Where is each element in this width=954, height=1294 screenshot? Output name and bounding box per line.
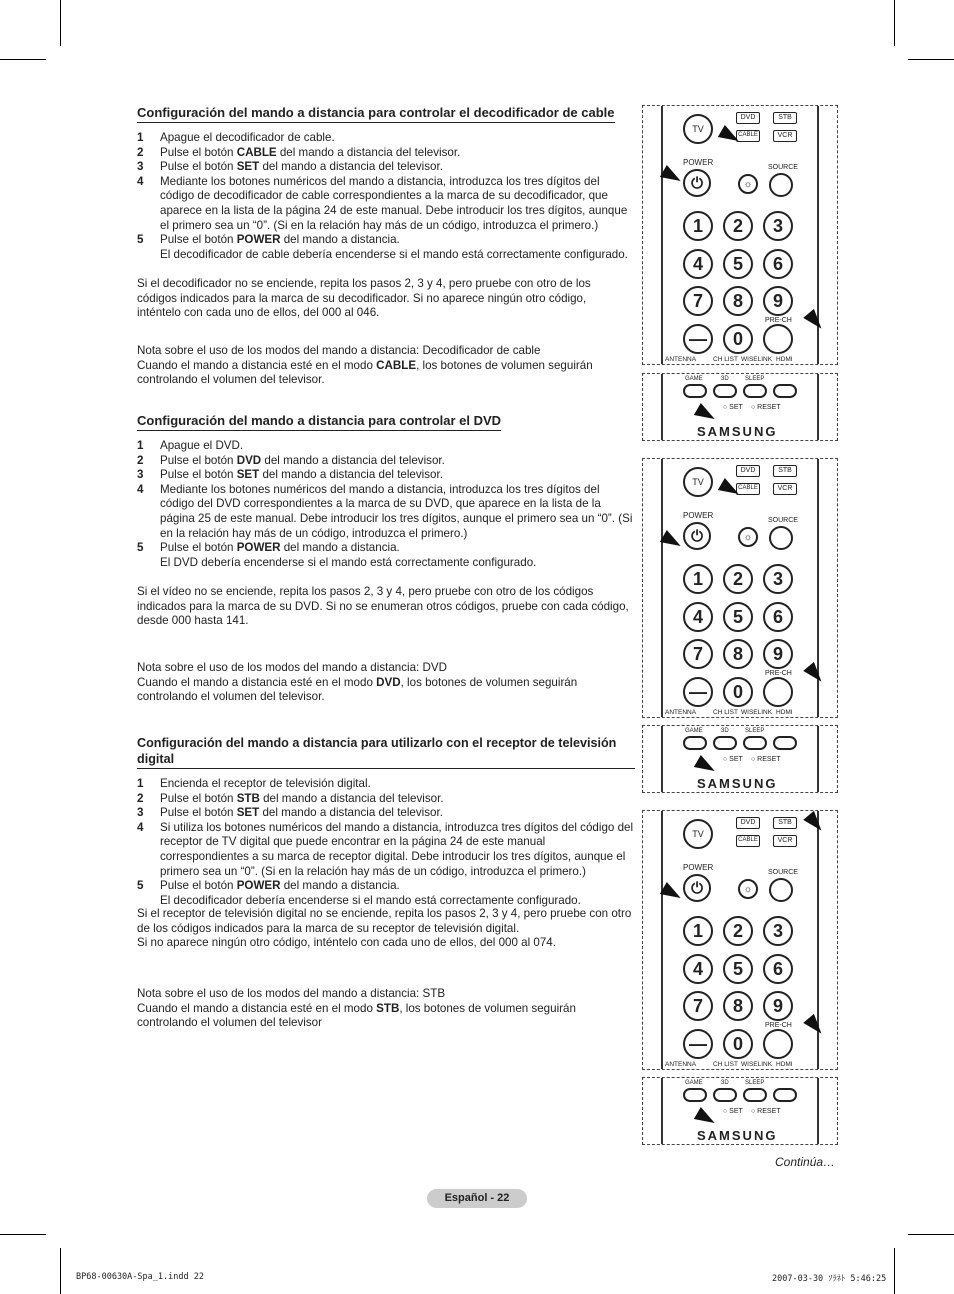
oval-button bbox=[683, 1088, 707, 1102]
digit-button-2: 3 bbox=[763, 916, 793, 946]
prech-button bbox=[763, 324, 793, 354]
crop-mark bbox=[894, 0, 895, 46]
oval-button bbox=[773, 736, 797, 750]
power-label: POWER bbox=[683, 863, 714, 872]
digit-button-0: 1 bbox=[683, 211, 713, 241]
section-title: Configuración del mando a distancia para utilizarlo con el receptor de televisión digital bbox=[137, 735, 635, 769]
digit-button-7: 8 bbox=[723, 991, 753, 1021]
step-text: Pulse el botón STB del mando a distancia del televisor. bbox=[160, 791, 444, 805]
step-text: Pulse el botón DVD del mando a distancia del televisor. bbox=[160, 453, 445, 467]
continues-label: Continúa… bbox=[775, 1155, 836, 1169]
crop-mark bbox=[0, 1234, 46, 1235]
set-label: ○ SET bbox=[723, 756, 743, 763]
samsung-logo: SAMSUNG bbox=[697, 776, 778, 791]
digit-button-4: 5 bbox=[723, 249, 753, 279]
step-number: 3 bbox=[137, 468, 144, 482]
oval-button bbox=[773, 1088, 797, 1102]
digit-button-7: 8 bbox=[723, 639, 753, 669]
cable-button: CABLE bbox=[736, 835, 760, 847]
digit-button-5: 6 bbox=[763, 602, 793, 632]
source-button bbox=[769, 526, 793, 550]
source-label: SOURCE bbox=[768, 164, 798, 171]
step-item bbox=[137, 160, 633, 175]
digit-button-5: 6 bbox=[763, 249, 793, 279]
step-item bbox=[137, 175, 633, 233]
step-item bbox=[137, 439, 633, 454]
oval-button bbox=[773, 384, 797, 398]
reset-label: ○ RESET bbox=[751, 756, 781, 763]
step-text: Pulse el botón SET del mando a distancia del televisor. bbox=[160, 160, 443, 174]
dvd-button: DVD bbox=[736, 112, 760, 124]
step-text: Apague el DVD. bbox=[160, 439, 244, 452]
prech-button bbox=[763, 677, 793, 707]
prech-label: PRE-CH bbox=[765, 317, 792, 324]
prech-button bbox=[763, 1029, 793, 1059]
steps-list bbox=[137, 131, 633, 262]
step-text: Apague el decodificador de cable. bbox=[160, 131, 335, 144]
step-item bbox=[137, 454, 633, 469]
samsung-logo: SAMSUNG bbox=[697, 1128, 778, 1143]
step-item bbox=[137, 821, 635, 879]
top-label: 3D bbox=[721, 376, 729, 382]
digit-button-2: 3 bbox=[763, 211, 793, 241]
source-button bbox=[769, 878, 793, 902]
top-label: 3D bbox=[721, 728, 729, 734]
step-item bbox=[137, 879, 635, 908]
light-icon: ☼ bbox=[738, 527, 758, 547]
crop-mark bbox=[60, 1248, 61, 1294]
power-button: ⏻ bbox=[683, 169, 711, 197]
stb-button: STB bbox=[773, 817, 797, 829]
digit-button-9: — bbox=[683, 677, 713, 707]
oval-button bbox=[713, 1088, 737, 1102]
step-text: Si utiliza los botones numéricos del mando a distancia, introduzca tres dígitos del código del receptor de TV digital que puede encontrar en la página 24 de este manual correspondientes a su marca de receptor digital. Debe introducir los tres dígitos, aunque el primero sea un “0”. (Si en la relación hay más de un código, introduzca el primero.) bbox=[160, 820, 634, 878]
prech-label: PRE-CH bbox=[765, 1022, 792, 1029]
digit-button-6: 7 bbox=[683, 991, 713, 1021]
light-icon: ☼ bbox=[738, 879, 758, 899]
digit-button-10: 0 bbox=[723, 677, 753, 707]
top-label: GAME bbox=[685, 1080, 703, 1086]
vcr-button: VCR bbox=[773, 130, 797, 142]
digit-button-6: 7 bbox=[683, 286, 713, 316]
step-number: 3 bbox=[137, 806, 144, 820]
section-title: Configuración del mando a distancia para controlar el DVD bbox=[137, 413, 501, 431]
digit-button-1: 2 bbox=[723, 916, 753, 946]
stb-button: STB bbox=[773, 112, 797, 124]
top-label: SLEEP bbox=[745, 728, 765, 734]
digit-button-0: 1 bbox=[683, 916, 713, 946]
paragraph: Si el vídeo no se enciende, repita los pasos 2, 3 y 4, pero pruebe con otro de los códigos indicados para la marca de su DVD. Si no se enumeran otros códigos, pruebe con cada código, desde 000 hasta 141. bbox=[137, 585, 629, 628]
step-number: 2 bbox=[137, 791, 144, 805]
digit-button-4: 5 bbox=[723, 602, 753, 632]
step-item bbox=[137, 792, 635, 807]
step-item bbox=[137, 233, 633, 262]
bottom-label: ANTENNA bbox=[665, 356, 697, 363]
crop-mark bbox=[908, 1234, 954, 1235]
oval-button bbox=[683, 736, 707, 750]
cable-button: CABLE bbox=[736, 130, 760, 142]
step-item bbox=[137, 483, 633, 541]
digit-button-10: 0 bbox=[723, 324, 753, 354]
step-text: Pulse el botón SET del mando a distancia del televisor. bbox=[160, 806, 443, 820]
steps-list bbox=[137, 439, 633, 570]
crop-mark bbox=[0, 59, 46, 60]
digit-button-3: 4 bbox=[683, 954, 713, 984]
bottom-label: WISELINK bbox=[741, 1061, 773, 1068]
step-number: 1 bbox=[137, 131, 144, 144]
step-number: 5 bbox=[137, 233, 144, 247]
oval-button bbox=[713, 736, 737, 750]
vcr-button: VCR bbox=[773, 483, 797, 495]
note: Nota sobre el uso de los modos del mando a distancia: STB Cuando el mando a distancia esté en el modo STB, los botones de volumen seguirán controlando el volumen del televisor bbox=[137, 987, 576, 1030]
source-label: SOURCE bbox=[768, 517, 798, 524]
step-text: Encienda el receptor de televisión digital. bbox=[160, 777, 371, 790]
set-label: ○ SET bbox=[723, 404, 743, 411]
digit-button-4: 5 bbox=[723, 954, 753, 984]
step-number: 4 bbox=[137, 174, 144, 188]
step-number: 3 bbox=[137, 160, 144, 174]
digit-button-0: 1 bbox=[683, 564, 713, 594]
remote-lower bbox=[642, 373, 838, 441]
step-text: Pulse el botón SET del mando a distancia del televisor. bbox=[160, 468, 443, 482]
digit-button-8: 9 bbox=[763, 991, 793, 1021]
step-number: 1 bbox=[137, 439, 144, 452]
bottom-label: ANTENNA bbox=[665, 709, 697, 716]
step-text: Pulse el botón POWER del mando a distancia. El decodificador debería encenderse si el mando está correctamente configurado. bbox=[160, 879, 581, 907]
remote-lower bbox=[642, 1077, 838, 1145]
digit-button-3: 4 bbox=[683, 249, 713, 279]
tv-button: TV bbox=[683, 467, 713, 497]
top-label: SLEEP bbox=[745, 1080, 765, 1086]
note: Nota sobre el uso de los modos del mando a distancia: DVD Cuando el mando a distancia esté en el modo DVD, los botones de volumen seguirán controlando el volumen del televisor. bbox=[137, 661, 578, 704]
dvd-button: DVD bbox=[736, 465, 760, 477]
dvd-button: DVD bbox=[736, 817, 760, 829]
oval-button bbox=[743, 1088, 767, 1102]
bottom-label: HDMI bbox=[776, 1061, 793, 1068]
step-number: 5 bbox=[137, 541, 144, 555]
crop-mark bbox=[894, 1248, 895, 1294]
crop-mark bbox=[908, 59, 954, 60]
step-item bbox=[137, 131, 633, 146]
digit-button-6: 7 bbox=[683, 639, 713, 669]
section-stb bbox=[137, 735, 635, 908]
digit-button-8: 9 bbox=[763, 639, 793, 669]
source-label: SOURCE bbox=[768, 869, 798, 876]
step-text: Pulse el botón CABLE del mando a distancia del televisor. bbox=[160, 145, 461, 159]
step-item bbox=[137, 146, 633, 161]
top-label: GAME bbox=[685, 728, 703, 734]
step-text: Pulse el botón POWER del mando a distancia. El DVD debería encenderse si el mando está correctamente configurado. bbox=[160, 541, 537, 569]
digit-button-7: 8 bbox=[723, 286, 753, 316]
step-text: Mediante los botones numéricos del mando a distancia, introduzca los tres dígitos del código del DVD correspondientes a la marca de su DVD, que aparece en la lista de la página 25 de este manual. Debe introducir los tres dígitos, aunque el primero sea un “0”. (Si en la relación hay más de un código, introduzca el primero.) bbox=[160, 482, 633, 540]
digit-button-3: 4 bbox=[683, 602, 713, 632]
step-item bbox=[137, 541, 633, 570]
section-dvd bbox=[137, 413, 633, 570]
slug-date: 2007-03-30 ｿﾗﾈﾄ 5:46:25 bbox=[772, 1274, 887, 1284]
digit-button-1: 2 bbox=[723, 211, 753, 241]
slug-file: BP68-00630A-Spa_1.indd 22 bbox=[76, 1272, 204, 1282]
oval-button bbox=[743, 384, 767, 398]
bottom-label: HDMI bbox=[776, 709, 793, 716]
steps-list bbox=[137, 777, 635, 908]
remote-upper bbox=[642, 105, 838, 365]
crop-mark bbox=[60, 0, 61, 46]
reset-label: ○ RESET bbox=[751, 404, 781, 411]
digit-button-9: — bbox=[683, 1029, 713, 1059]
step-item bbox=[137, 777, 635, 792]
step-item bbox=[137, 468, 633, 483]
set-label: ○ SET bbox=[723, 1108, 743, 1115]
samsung-logo: SAMSUNG bbox=[697, 424, 778, 439]
digit-button-8: 9 bbox=[763, 286, 793, 316]
step-number: 2 bbox=[137, 145, 144, 159]
page-footer: Español - 22 bbox=[427, 1189, 527, 1208]
bottom-label: ANTENNA bbox=[665, 1061, 697, 1068]
bottom-label: WISELINK bbox=[741, 356, 773, 363]
oval-button bbox=[683, 384, 707, 398]
prech-label: PRE-CH bbox=[765, 670, 792, 677]
power-button: ⏻ bbox=[683, 522, 711, 550]
digit-button-1: 2 bbox=[723, 564, 753, 594]
step-text: Mediante los botones numéricos del mando a distancia, introduzca los tres dígitos del código de decodificador de cable correspondientes a la marca de su decodificador, que aparece en la lista de la página 24 de este manual. Debe introducir los tres dígitos, aunque el primero sea un “0”. (Si en la relación hay más de un código, introduzca el primero.) bbox=[160, 174, 628, 232]
digit-button-9: — bbox=[683, 324, 713, 354]
bottom-label: CH LIST bbox=[713, 356, 738, 363]
oval-button bbox=[743, 736, 767, 750]
digit-button-10: 0 bbox=[723, 1029, 753, 1059]
digit-button-2: 3 bbox=[763, 564, 793, 594]
paragraph: Si el decodificador no se enciende, repita los pasos 2, 3 y 4, pero pruebe con otro de los códigos indicados para la marca de su decodificador. Si no aparece ningún otro código, inténtelo con cada uno de ellos, del 000 al 046. bbox=[137, 277, 591, 320]
top-label: 3D bbox=[721, 1080, 729, 1086]
bottom-label: WISELINK bbox=[741, 709, 773, 716]
step-number: 2 bbox=[137, 453, 144, 467]
top-label: GAME bbox=[685, 376, 703, 382]
section-cable bbox=[137, 105, 633, 262]
tv-button: TV bbox=[683, 114, 713, 144]
cable-button: CABLE bbox=[736, 483, 760, 495]
step-number: 5 bbox=[137, 879, 144, 893]
tv-button: TV bbox=[683, 819, 713, 849]
step-number: 4 bbox=[137, 482, 144, 496]
step-number: 1 bbox=[137, 777, 144, 790]
top-label: SLEEP bbox=[745, 376, 765, 382]
bottom-label: CH LIST bbox=[713, 1061, 738, 1068]
reset-label: ○ RESET bbox=[751, 1108, 781, 1115]
digit-button-5: 6 bbox=[763, 954, 793, 984]
remote-lower bbox=[642, 725, 838, 793]
paragraph: Si el receptor de televisión digital no se enciende, repita los pasos 2, 3 y 4, pero pruebe con otro de los códigos indicados para la marca de su receptor de televisión digital. Si no aparece ningún otro código, inténtelo con cada uno de ellos, del 000 al 074. bbox=[137, 907, 632, 950]
remote-upper bbox=[642, 810, 838, 1070]
power-label: POWER bbox=[683, 511, 714, 520]
oval-button bbox=[713, 384, 737, 398]
step-number: 4 bbox=[137, 820, 144, 834]
section-title: Configuración del mando a distancia para controlar el decodificador de cable bbox=[137, 105, 615, 123]
power-button: ⏻ bbox=[683, 874, 711, 902]
bottom-label: HDMI bbox=[776, 356, 793, 363]
vcr-button: VCR bbox=[773, 835, 797, 847]
light-icon: ☼ bbox=[738, 174, 758, 194]
step-text: Pulse el botón POWER del mando a distancia. El decodificador de cable debería encenderse si el mando está correctamente configurado. bbox=[160, 233, 628, 261]
stb-button: STB bbox=[773, 465, 797, 477]
power-label: POWER bbox=[683, 158, 714, 167]
source-button bbox=[769, 173, 793, 197]
note: Nota sobre el uso de los modos del mando a distancia: Decodificador de cable Cuando el mando a distancia esté en el modo CABLE, los botones de volumen seguirán controlando el volumen del televisor. bbox=[137, 344, 593, 387]
step-item bbox=[137, 806, 635, 821]
remote-upper bbox=[642, 458, 838, 718]
bottom-label: CH LIST bbox=[713, 709, 738, 716]
